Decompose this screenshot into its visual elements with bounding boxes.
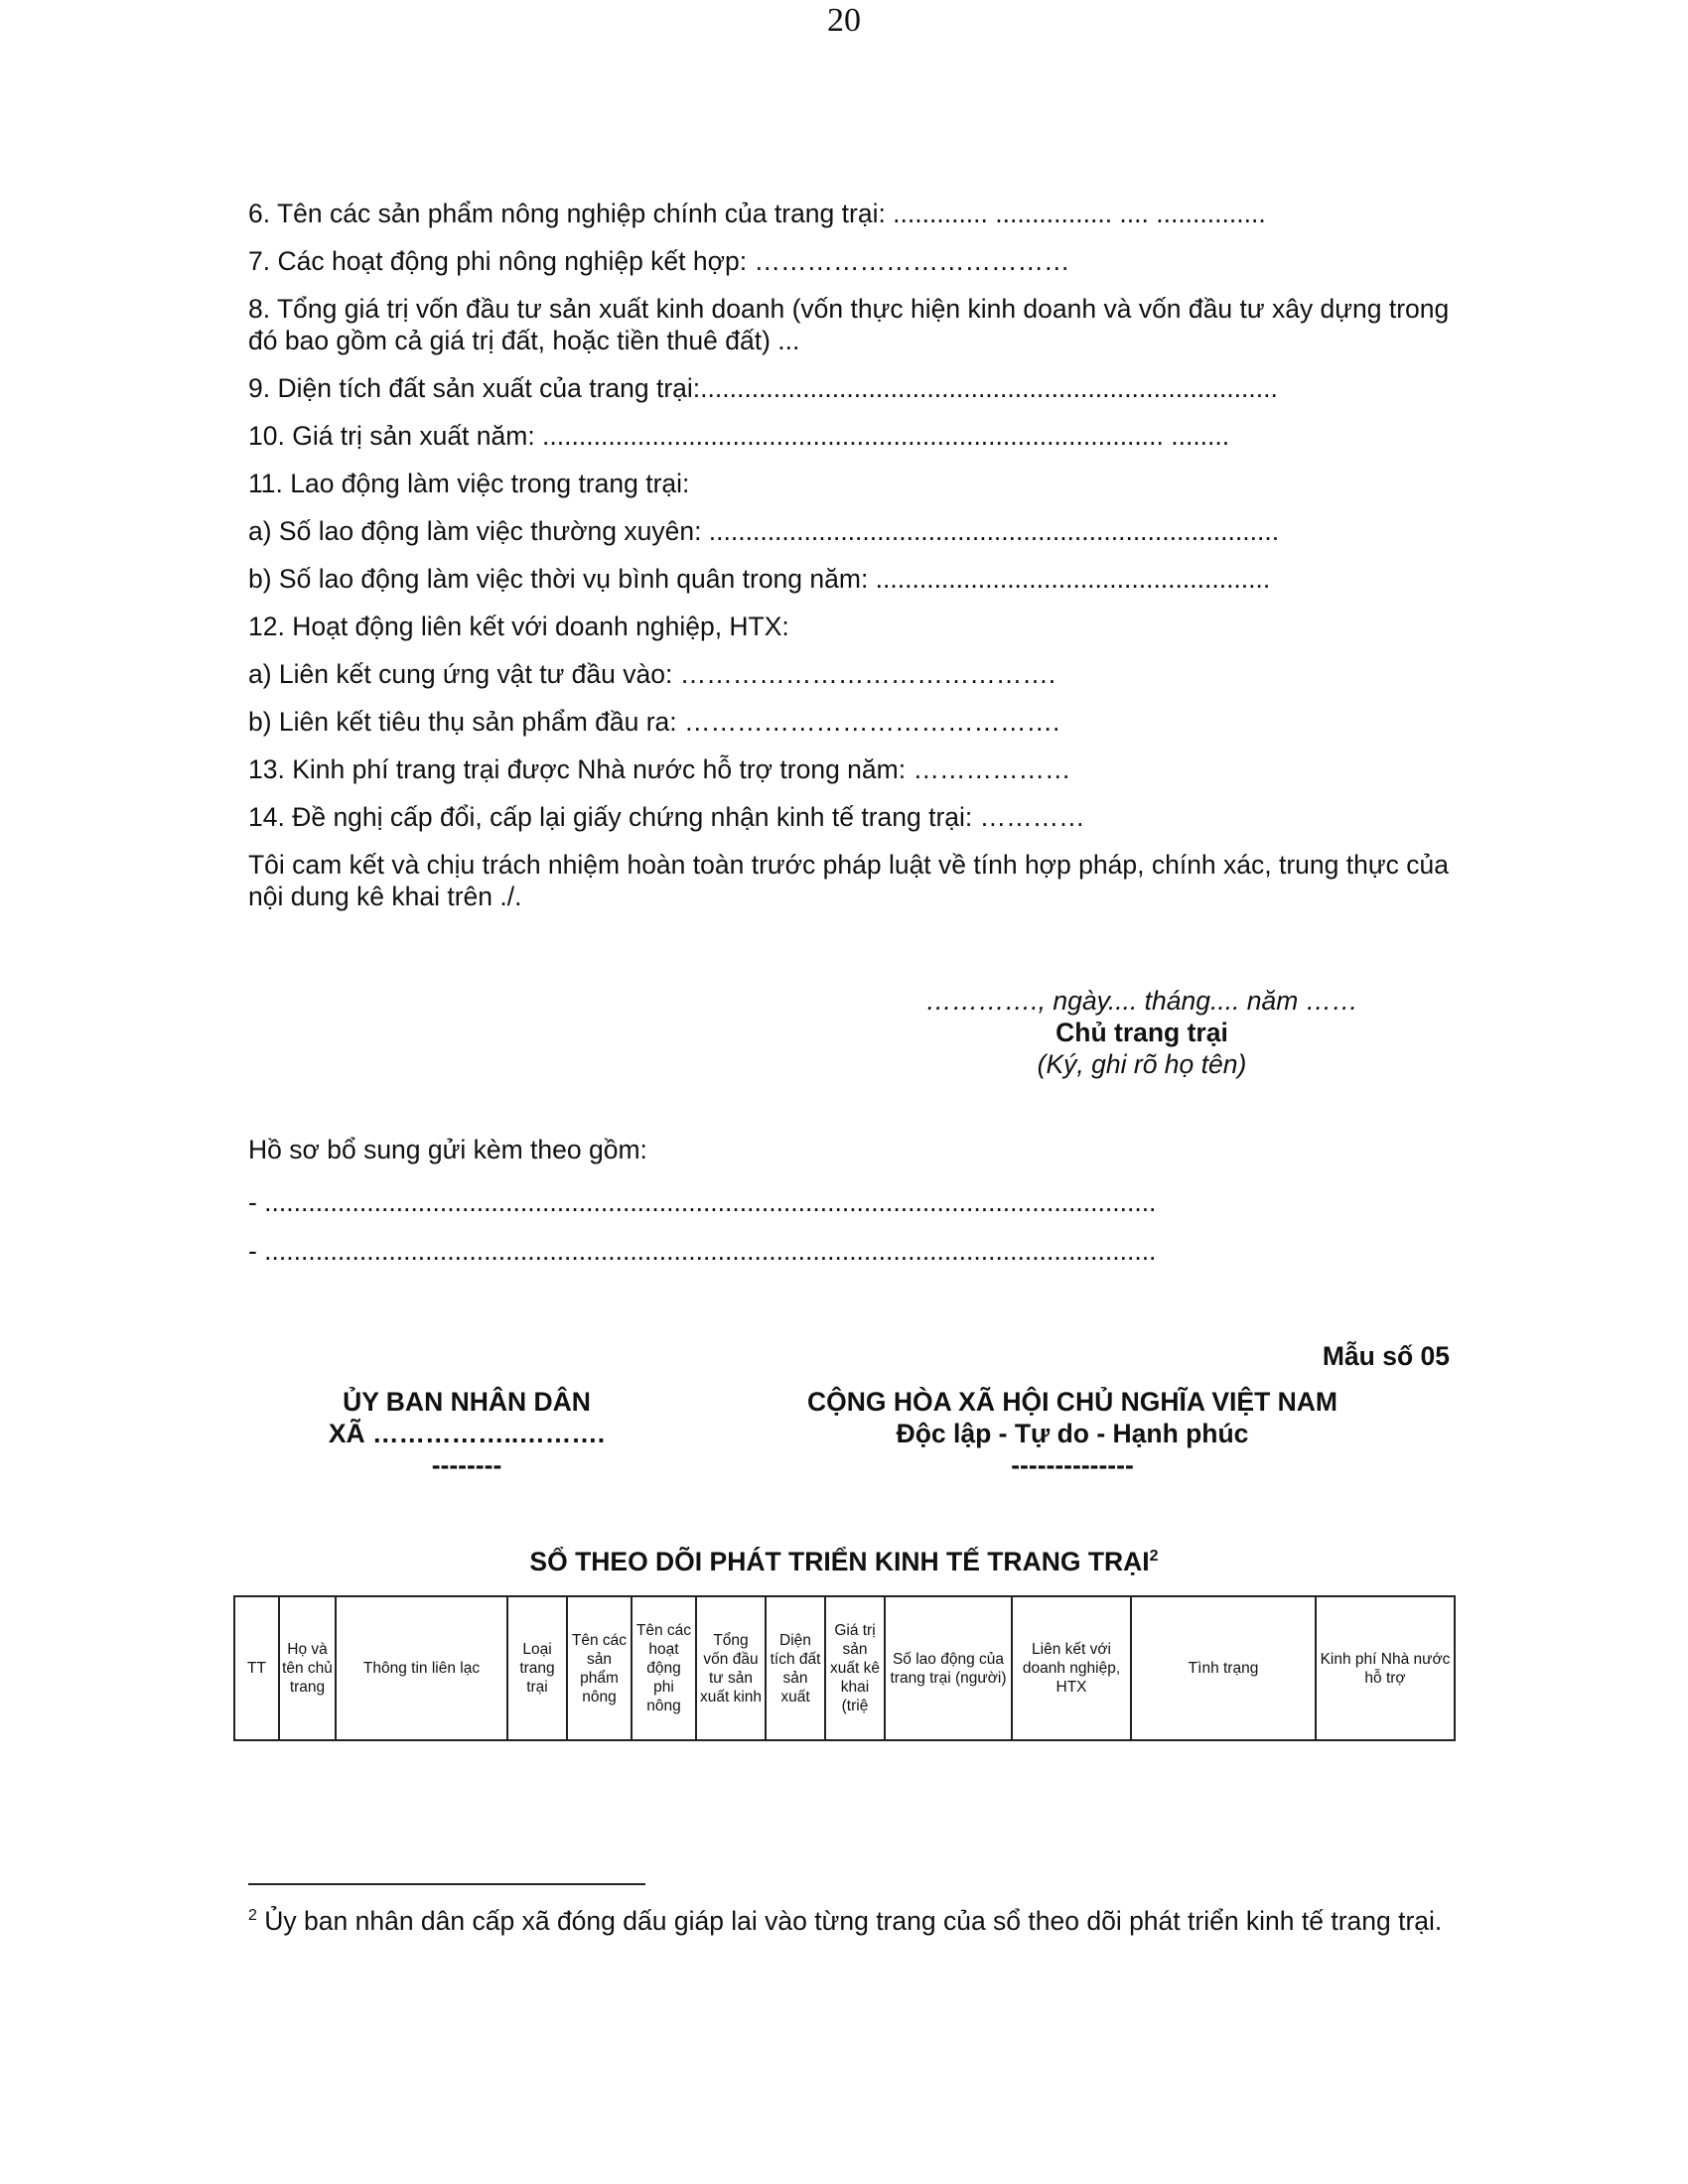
page-number: 20: [827, 2, 861, 39]
signature-date-line: …………., ngày.... tháng.... năm ……: [925, 986, 1358, 1016]
form-number: Mẫu số 05: [1322, 1341, 1450, 1371]
item-14-certificate-request: 14. Đề nghị cấp đổi, cấp lại giấy chứng nhận kinh tế trang trại: …………: [248, 802, 1085, 832]
footnote-text: Ủy ban nhân dân cấp xã đóng dấu giáp lai vào từng trang của sổ theo dõi phát triển kinh tế trang trại.: [264, 1905, 1443, 1936]
ledger-col-agri-products: Tên các sản phẩm nông: [567, 1596, 632, 1740]
item-9-land-area: 9. Diện tích đất sản xuất của trang trại:...............................................................................: [248, 373, 1278, 403]
item-7-non-agri-activities: 7. Các hoạt động phi nông nghiệp kết hợp: ………………………………: [248, 246, 1070, 276]
footnote: [248, 1900, 1455, 1937]
item-13-state-support: 13. Kinh phí trang trại được Nhà nước hỗ trợ trong năm: ………………: [248, 754, 1071, 784]
signature-role: Chủ trang trại: [1055, 1018, 1228, 1047]
ledger-col-owner-name: Họ và tên chủ trang: [279, 1596, 336, 1740]
national-motto: Độc lập - Tự do - Hạnh phúc: [896, 1419, 1249, 1448]
item-12b-output-sales: b) Liên kết tiêu thụ sản phẩm đầu ra: …………………………………….: [248, 707, 1060, 737]
ledger-col-status: Tình trạng: [1131, 1596, 1316, 1740]
national-line-1: CỘNG HÒA XÃ HỘI CHỦ NGHĨA VIỆT NAM: [807, 1387, 1337, 1417]
item-8-investment-capital: 8. Tổng giá trị vốn đầu tư sản xuất kinh doanh (vốn thực hiện kinh doanh và vốn đầu tư xây dựng trong đó bao gồm cả giá trị đất, hoặc tiền thuê đất) ...: [248, 294, 1450, 355]
ledger-title: [228, 1547, 1460, 1577]
item-10-production-value: 10. Giá trị sản xuất năm: ..................................................................................... ........: [248, 421, 1230, 451]
footnote-separator: [248, 1883, 645, 1885]
ledger-col-declared-value: Giá trị sản xuất kê khai (triệ: [825, 1596, 885, 1740]
ledger-col-contact-info: Thông tin liên lạc: [336, 1596, 507, 1740]
ledger-col-non-agri-activities: Tên các hoạt động phi nông: [632, 1596, 696, 1740]
ledger-table: [233, 1595, 1456, 1741]
ledger-title-text: SỔ THEO DÕI PHÁT TRIỂN KINH TẾ TRANG TRẠI: [529, 1547, 1150, 1576]
issuer-header: [298, 1386, 635, 1481]
issuer-line-2: XÃ ……………..……….: [328, 1419, 606, 1448]
item-11b-seasonal-labor: b) Số lao động làm việc thời vụ bình quân trong năm: ......................................................: [248, 564, 1271, 594]
ledger-col-total-investment: Tổng vốn đầu tư sản xuất kinh: [696, 1596, 766, 1740]
item-11-labor-heading: 11. Lao động làm việc trong trang trại:: [248, 469, 690, 498]
ledger-footnote-ref: 2: [1149, 1548, 1159, 1566]
ledger-col-business-linkage: Liên kết với doanh nghiệp, HTX: [1012, 1596, 1131, 1740]
footnote-number: 2: [248, 1907, 257, 1924]
ledger-col-farm-type: Loại trang trại: [507, 1596, 567, 1740]
item-6-main-products: 6. Tên các sản phẩm nông nghiệp chính của trang trại: ............. ................ .... ...............: [248, 199, 1266, 228]
item-12-linkage-heading: 12. Hoạt động liên kết với doanh nghiệp, HTX:: [248, 612, 789, 641]
ledger-col-state-funding: Kinh phí Nhà nước hỗ trợ: [1316, 1596, 1455, 1740]
national-divider: --------------: [1011, 1450, 1134, 1480]
declaration-items: [248, 0, 1455, 923]
ledger-col-tt: TT: [234, 1596, 279, 1740]
commitment-statement: Tôi cam kết và chịu trách nhiệm hoàn toàn trước pháp luật về tính hợp pháp, chính xác, trung thực của nội dung kê khai trên ./.: [248, 850, 1449, 911]
attachments-title: Hồ sơ bổ sung gửi kèm theo gồm:: [248, 1135, 647, 1164]
national-header: [755, 1386, 1390, 1481]
signature-note: (Ký, ghi rõ họ tên): [1037, 1049, 1247, 1079]
issuer-line-1: ỦY BAN NHÂN DÂN: [343, 1387, 591, 1417]
issuer-divider: --------: [431, 1450, 502, 1480]
item-12a-input-supply: a) Liên kết cung ứng vật tư đầu vào: …………………………………….: [248, 659, 1056, 689]
ledger-col-land-area: Diện tích đất sản xuất: [766, 1596, 825, 1740]
signature-block: [884, 985, 1400, 1080]
ledger-header-row: [234, 1596, 1455, 1740]
item-11a-regular-labor: a) Số lao động làm việc thường xuyên: ..............................................................................: [248, 516, 1280, 546]
ledger-col-labor-count: Số lao động của trang trại (người): [885, 1596, 1012, 1740]
attachment-line-2: - ..........................................................................................................................: [248, 1236, 1157, 1266]
attachment-line-1: - ..........................................................................................................................: [248, 1187, 1157, 1217]
